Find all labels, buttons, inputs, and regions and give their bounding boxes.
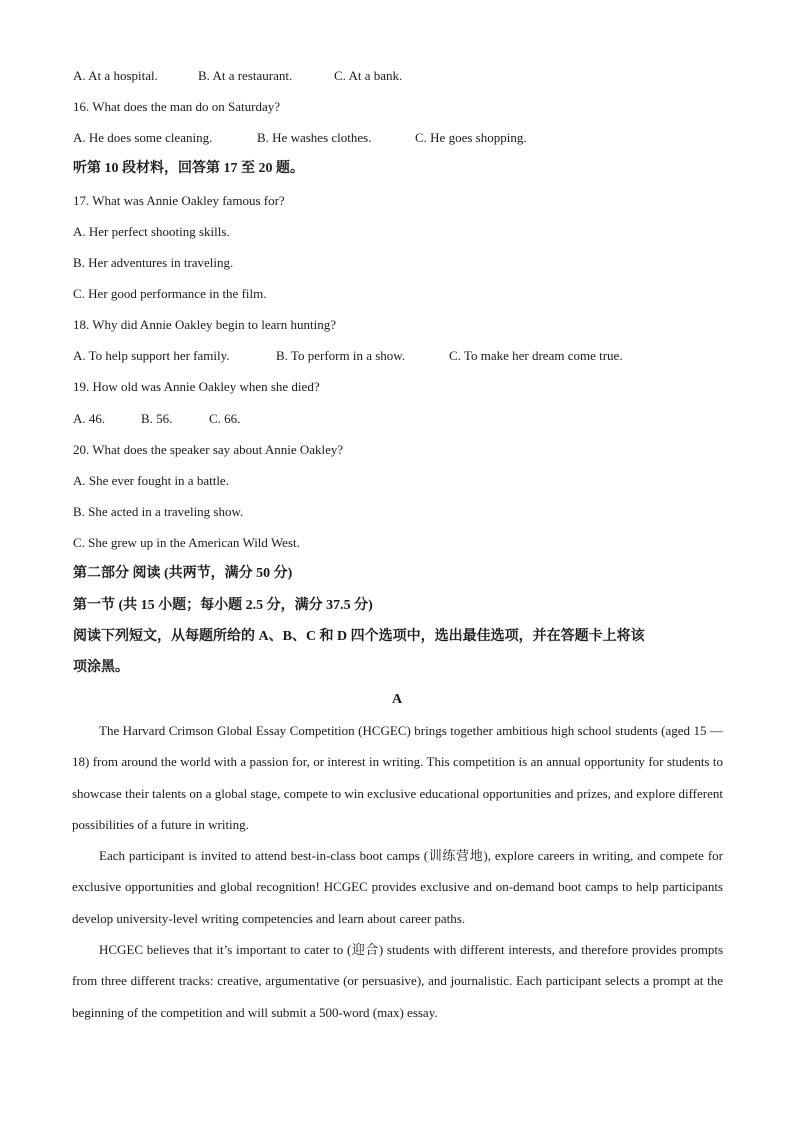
q18-option-b: B. To perform in a show. bbox=[276, 348, 406, 363]
q16-question: 16. What does the man do on Saturday? bbox=[73, 99, 280, 114]
q17-question: 17. What was Annie Oakley famous for? bbox=[73, 193, 285, 208]
passage-paragraph-1: The Harvard Crimson Global Essay Competition (HCGEC) brings together ambitious high school students (aged 15 — 18) from around the world with a passion for, or interest in writing. This competition is an annual opportunity for students to showcase their talents on a global stage, compete to win exclusive educational opportunities and prizes, and explore different possibilities of a future in writing. bbox=[72, 723, 723, 832]
q15-option-c: C. At a bank. bbox=[334, 68, 403, 83]
passage-letter: A bbox=[391, 692, 403, 707]
q20-option-b: B. She acted in a traveling show. bbox=[73, 504, 244, 519]
q16-option-b: B. He washes clothes. bbox=[257, 130, 372, 145]
q20-question: 20. What does the speaker say about Annie Oakley? bbox=[73, 442, 344, 457]
q20-option-a: A. She ever fought in a battle. bbox=[73, 473, 229, 488]
q15-option-a: A. At a hospital. bbox=[73, 68, 158, 83]
q16-options bbox=[73, 130, 527, 146]
q18-option-a: A. To help support her family. bbox=[73, 348, 230, 363]
q15-options bbox=[73, 68, 402, 84]
q19-option-a: A. 46. bbox=[73, 411, 106, 426]
section-1-heading: 第一节 (共 15 小题；每小题 2.5 分，满分 37.5 分) bbox=[73, 598, 373, 613]
passage-paragraph-3: HCGEC believes that it’s important to cater to (迎合) students with different interests, and therefore provides prompts from three different tracks: creative, argumentative (or persuasive), and journalistic. Each participant selects a prompt at the beginning of the competition and will submit a 500-word (max) essay. bbox=[72, 942, 723, 1020]
q16-option-c: C. He goes shopping. bbox=[415, 130, 527, 145]
part-2-heading: 第二部分 阅读 (共两节，满分 50 分) bbox=[73, 566, 293, 581]
q19-options bbox=[73, 411, 240, 427]
q15-option-b: B. At a restaurant. bbox=[198, 68, 293, 83]
q19-question: 19. How old was Annie Oakley when she died? bbox=[73, 379, 320, 394]
reading-instruction-line-2: 项涂黑。 bbox=[73, 660, 129, 675]
q17-option-c: C. Her good performance in the film. bbox=[73, 286, 267, 301]
q16-option-a: A. He does some cleaning. bbox=[73, 130, 213, 145]
q18-question: 18. Why did Annie Oakley begin to learn hunting? bbox=[73, 317, 336, 332]
q18-options bbox=[73, 348, 623, 364]
q19-option-b: B. 56. bbox=[141, 411, 173, 426]
q17-option-b: B. Her adventures in traveling. bbox=[73, 255, 234, 270]
q19-option-c: C. 66. bbox=[209, 411, 241, 426]
q18-option-c: C. To make her dream come true. bbox=[449, 348, 623, 363]
passage-paragraph-2: Each participant is invited to attend best-in-class boot camps (训练营地), explore careers in writing, and compete for exclusive opportunities and global recognition! HCGEC provides exclusive and on-demand boot camps to help participants develop university-level writing competencies and learn about career paths. bbox=[72, 848, 723, 926]
q17-option-a: A. Her perfect shooting skills. bbox=[73, 224, 230, 239]
reading-instruction-line-1: 阅读下列短文，从每题所给的 A、B、C 和 D 四个选项中，选出最佳选项，并在答题卡上将该 bbox=[73, 629, 645, 644]
q20-option-c: C. She grew up in the American Wild West. bbox=[73, 535, 300, 550]
passage-body bbox=[72, 715, 723, 1028]
section-10-heading: 听第 10 段材料，回答第 17 至 20 题。 bbox=[73, 161, 304, 176]
